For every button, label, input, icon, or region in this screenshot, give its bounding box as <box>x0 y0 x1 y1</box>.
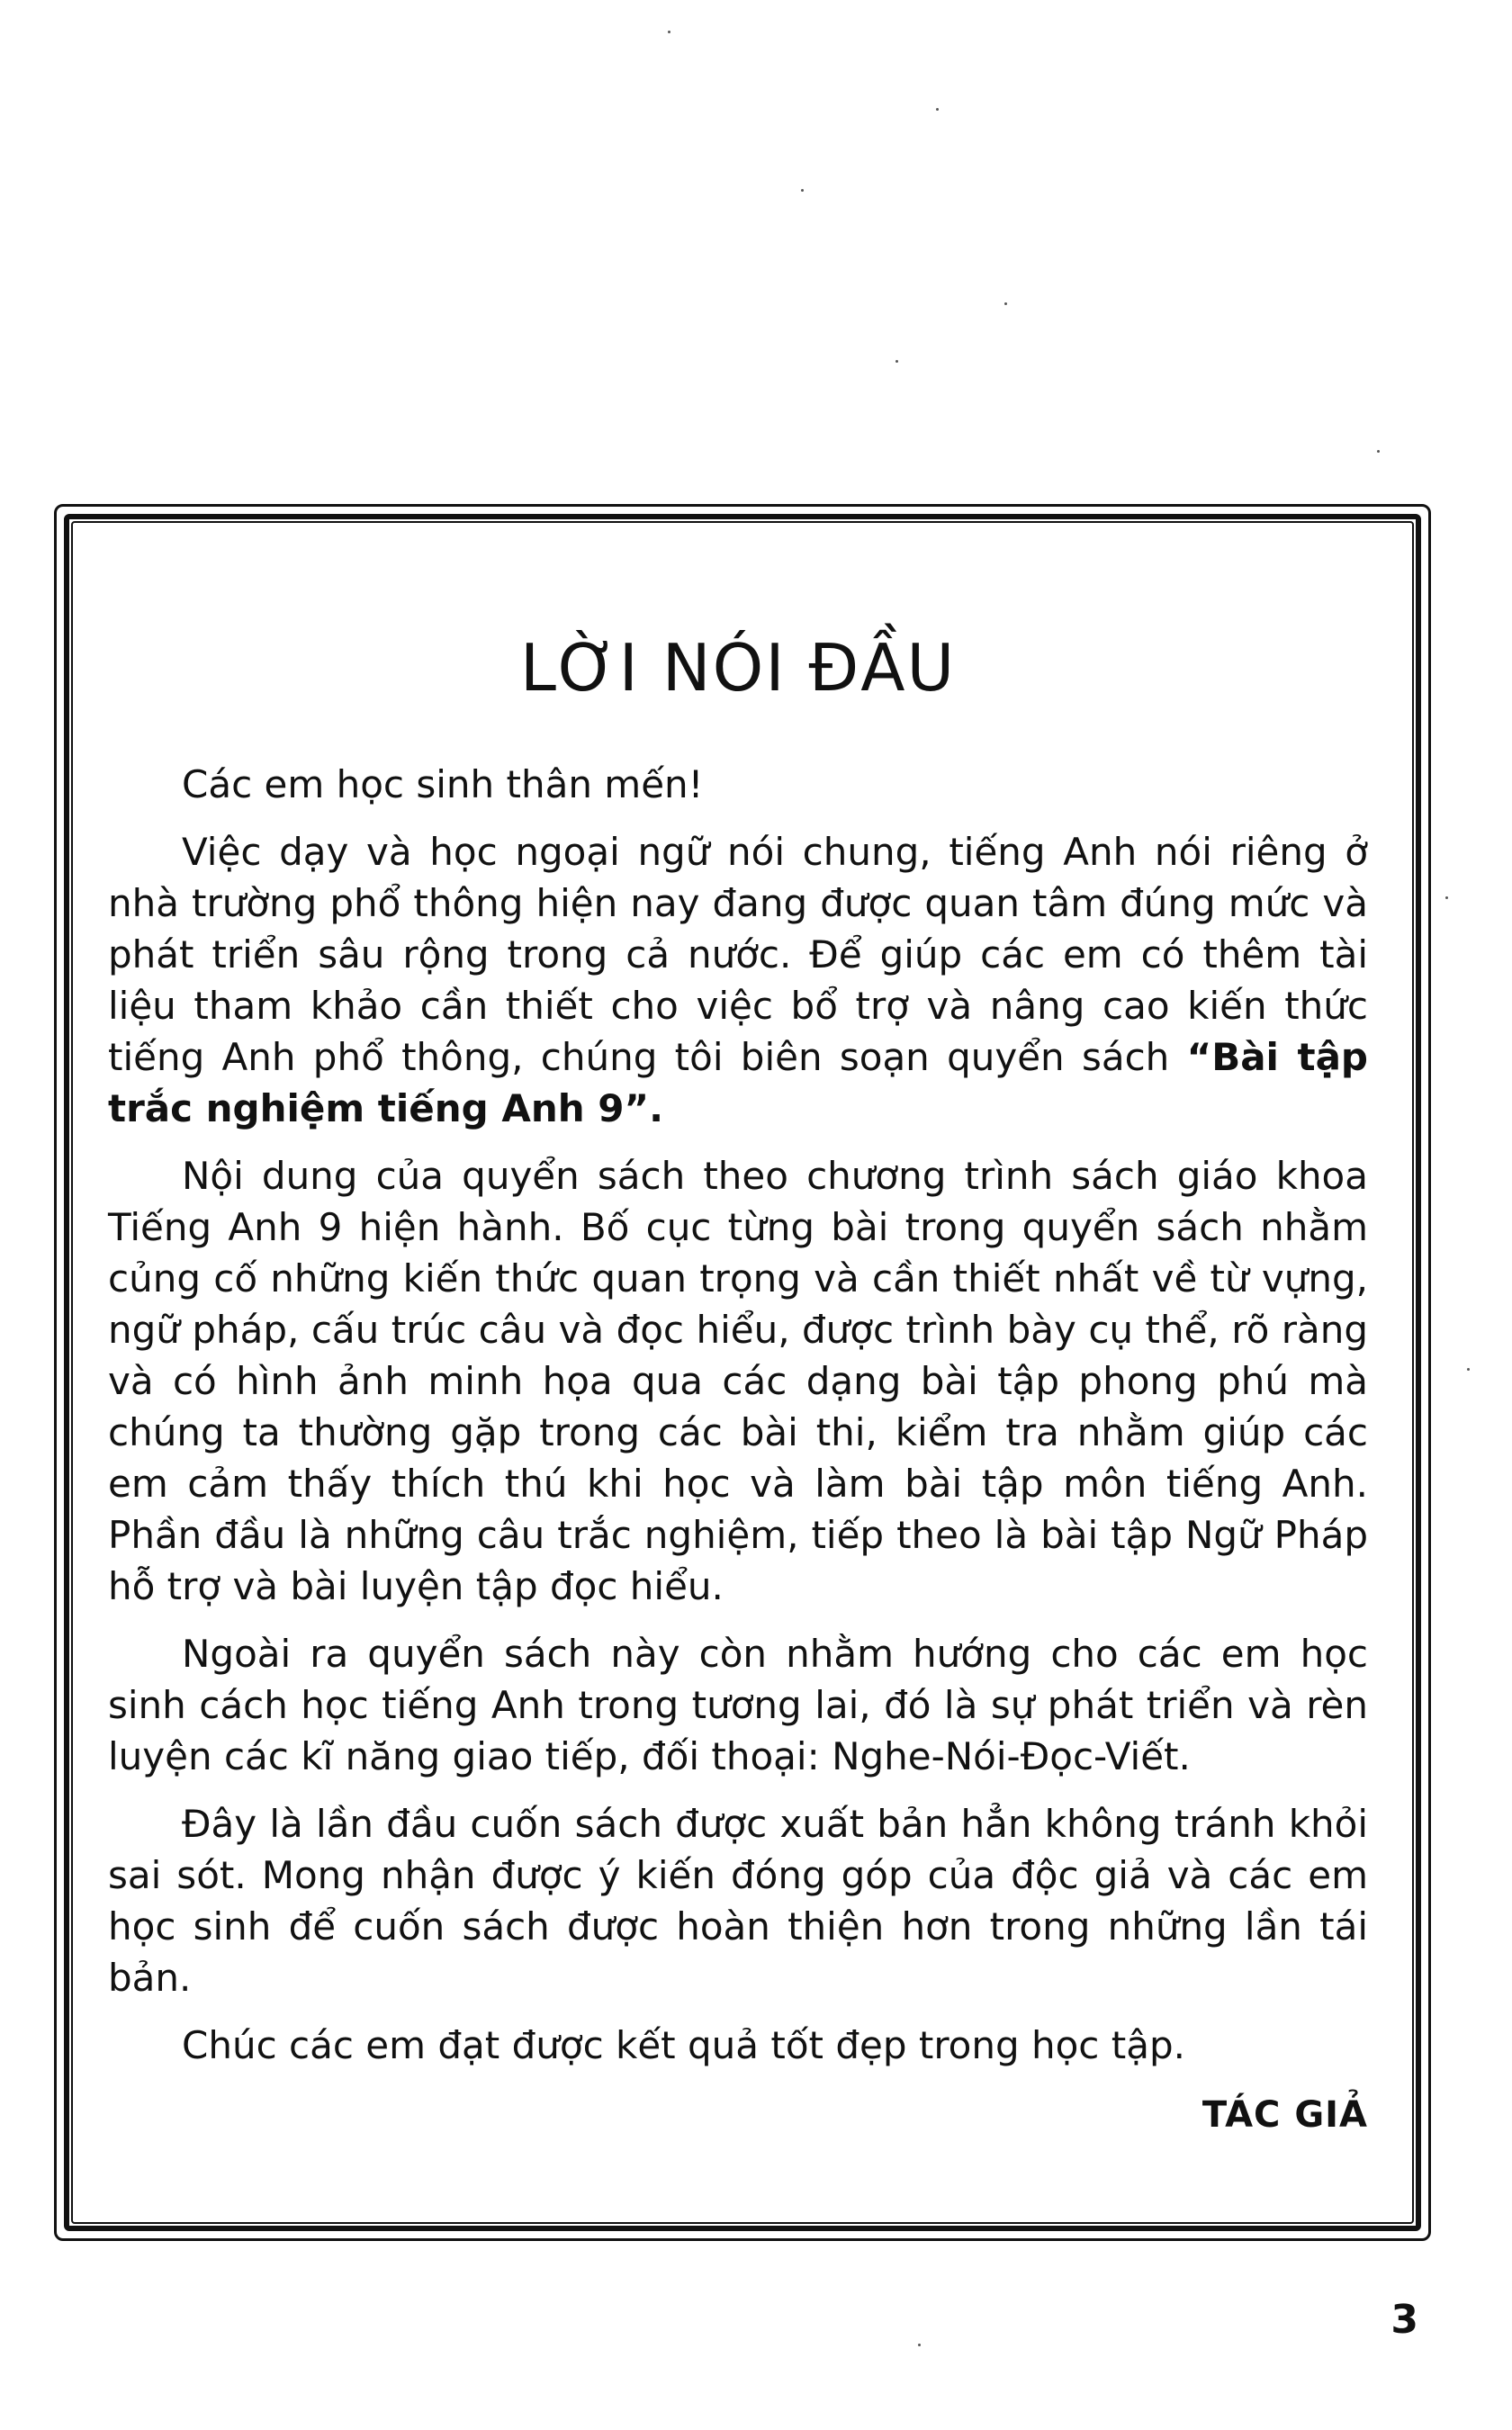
paragraph-intro-text: Việc dạy và học ngoại ngữ nói chung, tiếng Anh nói riêng ở nhà trường phổ thông hiện nay đang được quan tâm đúng mức và phát triển sâu rộng trong cả nước. Để giúp các em có thêm tài liệu tham khảo cần thiết cho việc bổ trợ và nâng cao kiến thức tiếng Anh phổ thông, chúng tôi biên soạn quyển sách <box>108 830 1368 1079</box>
page-title: LỜI NÓI ĐẦU <box>519 630 957 706</box>
preface-content <box>108 594 1368 2136</box>
paragraph-content: Nội dung của quyển sách theo chương trình sách giáo khoa Tiếng Anh 9 hiện hành. Bố cục từng bài trong quyển sách nhằm củng cố những kiến thức quan trọng và cần thiết nhất về từ vựng, ngữ pháp, cấu trúc câu và đọc hiểu, được trình bày cụ thể, rõ ràng và có hình ảnh minh họa qua các dạng bài tập phong phú mà chúng ta thường gặp trong các bài thi, kiểm tra nhằm giúp các em cảm thấy thích thú khi học và làm bài tập môn tiếng Anh. Phần đầu là những câu trắc nghiệm, tiếp theo là bài tập Ngữ Pháp hỗ trợ và bài luyện tập đọc hiểu. <box>108 1154 1368 1608</box>
paragraph-feedback: Đây là lần đầu cuốn sách được xuất bản hẳn không tránh khỏi sai sót. Mong nhận được ý kiến đóng góp của độc giả và các em học sinh để cuốn sách được hoàn thiện hơn trong những lần tái bản. <box>108 1802 1368 2000</box>
author-signature: TÁC GIẢ <box>1202 2094 1368 2136</box>
greeting: Các em học sinh thân mến! <box>182 762 704 806</box>
paragraph-wishes: Chúc các em đạt được kết quả tốt đẹp trong học tập. <box>182 2023 1185 2067</box>
book-title: “Bài tập trắc nghiệm tiếng Anh 9”. <box>108 1035 1368 1130</box>
paragraph-goals: Ngoài ra quyển sách này còn nhằm hướng cho các em học sinh cách học tiếng Anh trong tương lai, đó là sự phát triển và rèn luyện các kĩ năng giao tiếp, đối thoại: Nghe-Nói-Đọc-Viết. <box>108 1632 1368 1778</box>
page-number: 3 <box>1390 2297 1418 2343</box>
paragraph-intro <box>108 826 1368 1134</box>
